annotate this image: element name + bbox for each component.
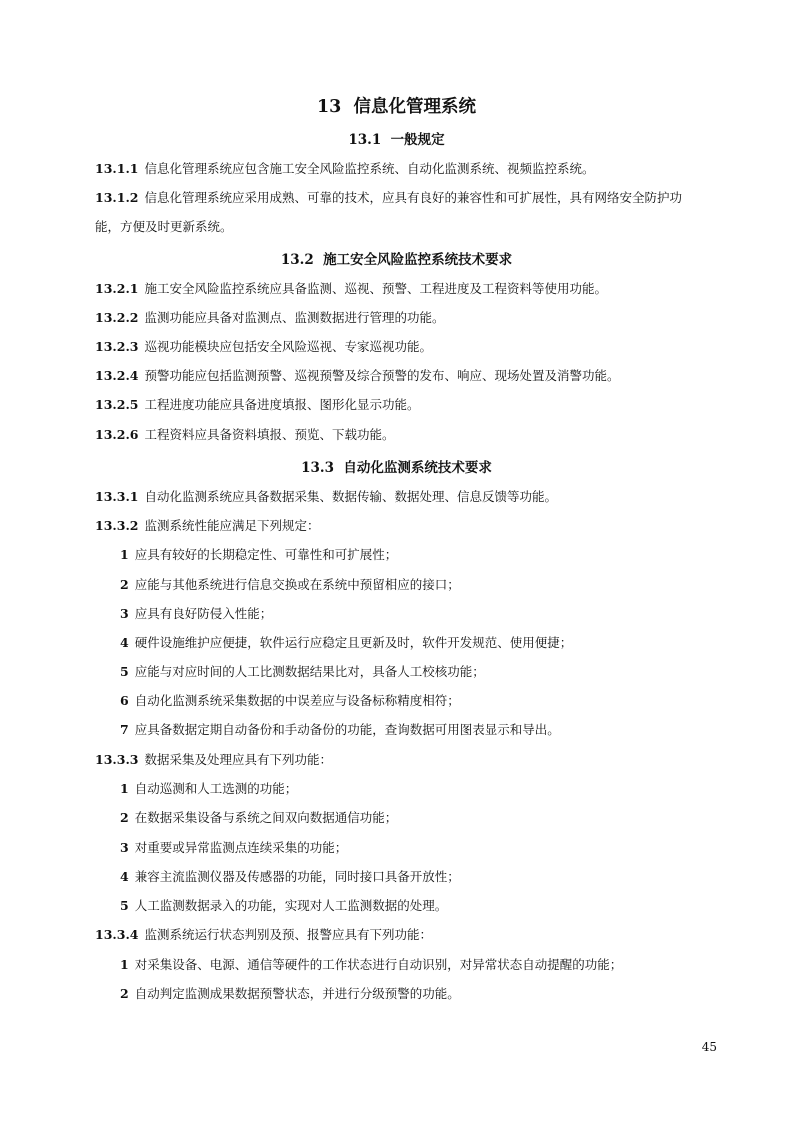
clause-number: 13.2.4 — [95, 368, 139, 383]
item-text: 自动化监测系统采集数据的中误差应与设备标称精度相符； — [134, 693, 460, 708]
list-item — [120, 576, 745, 593]
clause-13-1-2 — [95, 189, 720, 206]
section-number: 13.3 — [301, 460, 334, 476]
clause-text: 施工安全风险监控系统应具备监测、巡视、预警、工程进度及工程资料等使用功能。 — [144, 281, 608, 296]
list-item — [120, 634, 745, 651]
clause-number: 13.3.4 — [95, 927, 139, 942]
list-item — [120, 692, 745, 709]
list-item — [120, 546, 745, 563]
clause-text: 监测系统性能应满足下列规定： — [144, 518, 320, 533]
clause-text: 信息化管理系统应包含施工安全风险监控系统、自动化监测系统、视频监控系统。 — [144, 161, 595, 176]
clause-text: 工程进度功能应具备进度填报、图形化显示功能。 — [144, 397, 420, 412]
list-item — [120, 956, 745, 973]
list-item — [120, 721, 745, 738]
clause-text-continued: 能，方便及时更新系统。 — [95, 219, 233, 234]
clause-13-2-3 — [95, 338, 720, 355]
item-text: 对重要或异常监测点连续采集的功能； — [134, 840, 348, 855]
section-title: 自动化监测系统技术要求 — [343, 460, 492, 476]
clause-number: 13.3.3 — [95, 752, 139, 767]
item-text: 应能与其他系统进行信息交换或在系统中预留相应的接口； — [134, 577, 460, 592]
clause-text: 监测功能应具备对监测点、监测数据进行管理的功能。 — [144, 310, 445, 325]
clause-13-1-1 — [95, 160, 720, 177]
item-number: 1 — [120, 781, 129, 796]
clause-13-1-2-continued — [95, 218, 720, 235]
clause-number: 13.3.1 — [95, 489, 139, 504]
clause-13-3-3 — [95, 751, 720, 768]
clause-text: 数据采集及处理应具有下列功能： — [144, 752, 333, 767]
clause-number: 13.2.5 — [95, 397, 139, 412]
list-item — [120, 839, 745, 856]
item-number: 3 — [120, 840, 129, 855]
clause-number: 13.1.2 — [95, 190, 139, 205]
clause-text: 信息化管理系统应采用成熟、可靠的技术，应具有良好的兼容性和可扩展性，具有网络安全防护功 — [144, 190, 683, 205]
item-number: 4 — [120, 869, 129, 884]
section-heading-13-3 — [0, 456, 793, 476]
item-text: 对采集设备、电源、通信等硬件的工作状态进行自动识别，对异常状态自动提醒的功能； — [134, 957, 623, 972]
list-item — [120, 780, 745, 797]
item-number: 5 — [120, 898, 129, 913]
clause-number: 13.1.1 — [95, 161, 139, 176]
item-number: 1 — [120, 547, 129, 562]
item-number: 2 — [120, 577, 129, 592]
item-number: 1 — [120, 957, 129, 972]
clause-number: 13.2.3 — [95, 339, 139, 354]
section-title: 一般规定 — [390, 132, 445, 148]
item-number: 6 — [120, 693, 129, 708]
item-text: 应具有良好防侵入性能； — [134, 606, 273, 621]
clause-13-2-5 — [95, 396, 720, 413]
clause-number: 13.2.1 — [95, 281, 139, 296]
list-item — [120, 663, 745, 680]
item-number: 4 — [120, 635, 129, 650]
clause-number: 13.3.2 — [95, 518, 139, 533]
section-number: 13.1 — [348, 132, 382, 148]
list-item — [120, 605, 745, 622]
item-text: 自动巡测和人工选测的功能； — [134, 781, 298, 796]
item-number: 2 — [120, 986, 129, 1001]
item-text: 硬件设施维护应便捷，软件运行应稳定且更新及时，软件开发规范、使用便捷； — [134, 635, 573, 650]
chapter-title-text: 信息化管理系统 — [353, 97, 477, 117]
item-text: 应具备数据定期自动备份和手动备份的功能，查询数据可用图表显示和导出。 — [134, 722, 560, 737]
list-item — [120, 985, 745, 1002]
section-title: 施工安全风险监控系统技术要求 — [323, 252, 513, 268]
item-text: 应能与对应时间的人工比测数据结果比对，具备人工校核功能； — [134, 664, 485, 679]
clause-13-3-2 — [95, 517, 720, 534]
clause-13-3-1 — [95, 488, 720, 505]
clause-13-2-6 — [95, 426, 720, 443]
clause-13-2-1 — [95, 280, 720, 297]
clause-text: 工程资料应具备资料填报、预览、下载功能。 — [144, 427, 395, 442]
list-item — [120, 897, 745, 914]
clause-text: 预警功能应包括监测预警、巡视预警及综合预警的发布、响应、现场处置及消警功能。 — [144, 368, 620, 383]
list-item — [120, 868, 745, 885]
clause-text: 巡视功能模块应包括安全风险巡视、专家巡视功能。 — [144, 339, 433, 354]
item-text: 自动判定监测成果数据预警状态，并进行分级预警的功能。 — [134, 986, 460, 1001]
item-text: 人工监测数据录入的功能，实现对人工监测数据的处理。 — [134, 898, 448, 913]
clause-13-3-4 — [95, 926, 720, 943]
chapter-title — [0, 93, 793, 118]
section-heading-13-1 — [0, 128, 793, 148]
clause-text: 自动化监测系统应具备数据采集、数据传输、数据处理、信息反馈等功能。 — [144, 489, 558, 504]
page-number: 45 — [701, 1040, 717, 1054]
clause-13-2-2 — [95, 309, 720, 326]
section-heading-13-2 — [0, 248, 793, 268]
chapter-number: 13 — [316, 97, 342, 117]
section-number: 13.2 — [280, 252, 314, 268]
item-number: 2 — [120, 810, 129, 825]
item-text: 兼容主流监测仪器及传感器的功能，同时接口具备开放性； — [134, 869, 460, 884]
item-text: 在数据采集设备与系统之间双向数据通信功能； — [134, 810, 398, 825]
clause-number: 13.2.6 — [95, 427, 139, 442]
clause-text: 监测系统运行状态判别及预、报警应具有下列功能： — [144, 927, 433, 942]
item-number: 7 — [120, 722, 129, 737]
clause-number: 13.2.2 — [95, 310, 139, 325]
list-item — [120, 809, 745, 826]
clause-13-2-4 — [95, 367, 720, 384]
item-number: 3 — [120, 606, 129, 621]
item-number: 5 — [120, 664, 129, 679]
item-text: 应具有较好的长期稳定性、可靠性和可扩展性； — [134, 547, 398, 562]
